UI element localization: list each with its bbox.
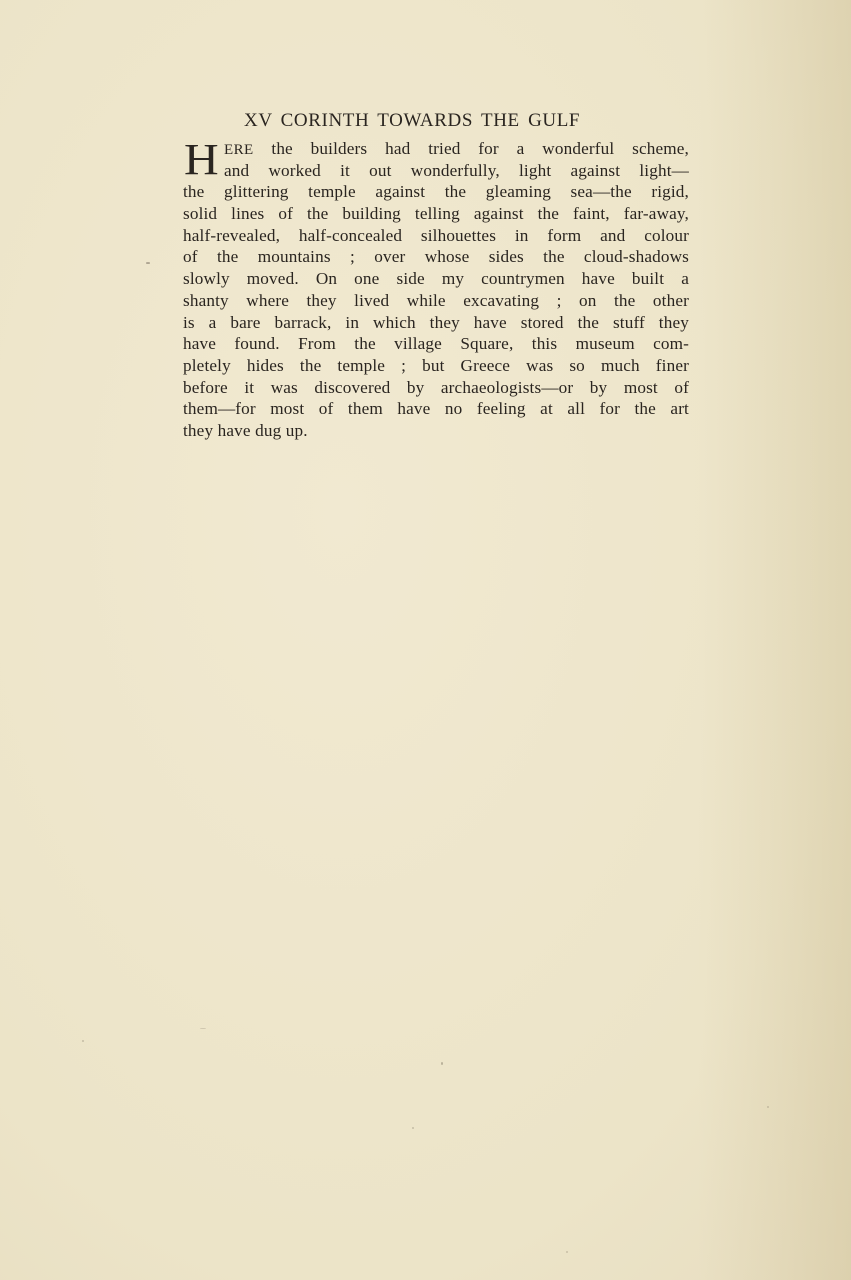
paragraph-line: solid lines of the building telling against the faint, far-away,	[183, 204, 689, 224]
dropcap-adjacent-lines	[224, 138, 689, 181]
paragraph-last-line: they have dug up.	[183, 420, 308, 440]
paragraph-line: is a bare barrack, in which they have stored the stuff they	[183, 312, 689, 332]
opening-line-text: the builders had tried for a wonderful scheme,	[271, 139, 689, 158]
body-paragraph	[183, 135, 689, 442]
paragraph-line: have found. From the village Square, this museum com-	[183, 334, 689, 354]
paragraph-line: of the mountains ; over whose sides the cloud-shadows	[183, 247, 689, 267]
dropcap-opening	[183, 135, 689, 185]
paper-speck	[146, 262, 150, 264]
paragraph-line: pletely hides the temple ; but Greece was so much finer	[183, 355, 689, 375]
paragraph-line: slowly moved. On one side my countrymen have built a	[183, 269, 689, 289]
paper-speck	[767, 1106, 769, 1108]
paragraph-line: and worked it out wonderfully, light against light—	[224, 160, 689, 180]
paragraph-line: them—for most of them have no feeling at all for the art	[183, 399, 689, 419]
running-head: XV CORINTH TOWARDS THE GULF	[244, 110, 581, 131]
paper-speck	[200, 1028, 206, 1029]
paper-speck	[82, 1040, 84, 1042]
opening-smallcaps: ERE	[224, 142, 254, 158]
drop-cap-letter: H	[184, 135, 219, 185]
paragraph-line: half-revealed, half-concealed silhouettes in form and colour	[183, 225, 689, 245]
paper-speck	[566, 1251, 568, 1253]
paragraph-line: before it was discovered by archaeologists—or by most of	[183, 377, 689, 397]
paragraph-line: the glittering temple against the gleaming sea—the rigid,	[183, 182, 689, 202]
paper-speck	[412, 1127, 414, 1129]
paragraph-line: shanty where they lived while excavating ; on the other	[183, 290, 689, 310]
paper-speck	[441, 1062, 443, 1065]
paragraph-line	[224, 138, 689, 160]
